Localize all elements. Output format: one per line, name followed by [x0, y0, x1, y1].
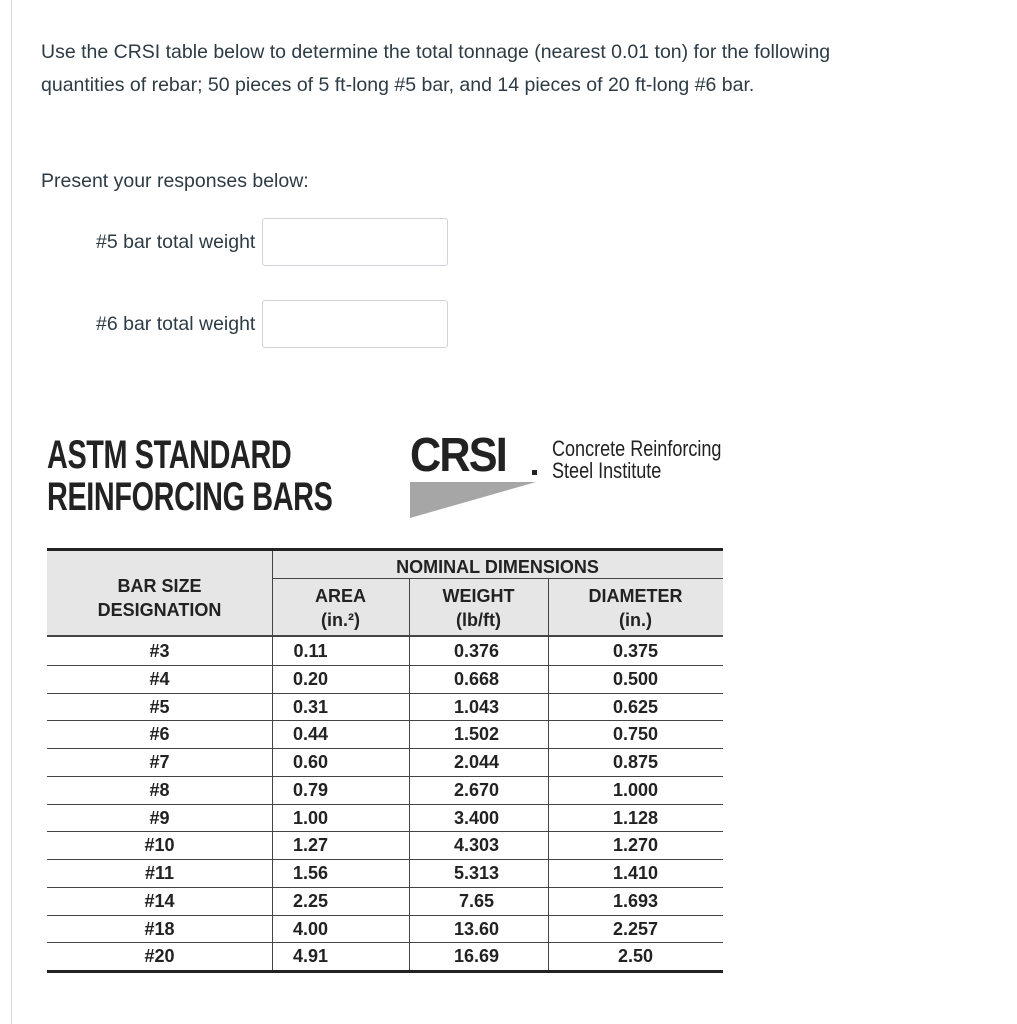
table-row-divider: [47, 915, 723, 916]
crsi-logo-subtitle-line-2: Steel Institute: [552, 458, 662, 483]
table-cell-bar: #7: [149, 752, 170, 772]
table-row-divider: [47, 776, 723, 777]
crsi-logo-dot: [532, 470, 537, 475]
table-row-divider: [47, 693, 723, 694]
table-cell-weight: 1.502: [453, 724, 500, 745]
table-cell-area: 0.31: [292, 696, 329, 717]
response-row-5-bar: [96, 218, 448, 266]
table-cell-weight: 2.670: [453, 779, 500, 800]
figure-title-line-1: ASTM STANDARD: [47, 433, 292, 477]
table-cell-diameter: 2.257: [612, 918, 659, 939]
response-prompt: Present your responses below:: [41, 170, 309, 192]
table-cell-bar: #4: [149, 668, 170, 689]
weight-header-line-2: (lb/ft): [456, 610, 501, 630]
crsi-logo-subtitle: [552, 438, 721, 482]
crsi-logo-subtitle-line-1: Concrete Reinforcing: [552, 436, 722, 461]
response-label-6-bar: #6 bar total weight: [96, 312, 256, 335]
table-cell-diameter: 0.625: [612, 696, 659, 717]
table-header-divider: [47, 635, 723, 637]
table-cell-diameter: 2.50: [617, 946, 654, 967]
bar-size-header-line-1: BAR SIZE: [117, 576, 202, 596]
figure-title-line-2: REINFORCING BARS: [47, 475, 333, 519]
table-cell-weight: 3.400: [453, 807, 500, 828]
table-cell-bar: #20: [144, 946, 175, 967]
table-cell-bar: #5: [149, 696, 170, 717]
table-cell-diameter: 1.270: [612, 835, 659, 856]
table-cell-area: 1.27: [292, 835, 329, 856]
table-row-divider: [47, 665, 723, 666]
table-cell-bar: #6: [149, 724, 170, 745]
table-row-divider: [47, 942, 723, 943]
question-line-2: quantities of rebar; 50 pieces of 5 ft-long #5 bar, and 14 pieces of 20 ft-long #6 bar.: [41, 74, 755, 96]
table-cell-diameter: 1.693: [612, 890, 659, 911]
crsi-logo-text: CRSI: [410, 429, 507, 482]
response-label-5-bar: #5 bar total weight: [96, 230, 256, 253]
figure-title: [47, 434, 332, 518]
table-cell-weight: 2.044: [453, 752, 500, 772]
table-cell-area: 0.79: [292, 779, 329, 800]
answer-input-6-bar[interactable]: [262, 300, 448, 348]
table-top-rule: [47, 548, 723, 551]
table-cell-area: 4.00: [292, 918, 329, 939]
question-text: [41, 36, 981, 102]
table-cell-bar: #11: [144, 863, 175, 883]
nominal-dimensions-header: NOMINAL DIMENSIONS: [396, 557, 599, 577]
table-row-divider: [47, 720, 723, 721]
table-cell-area: 0.11: [293, 641, 328, 661]
table-cell-area: 2.25: [292, 890, 329, 911]
table-cell-area: 0.60: [292, 752, 329, 772]
table-cell-diameter: 1.128: [612, 807, 659, 828]
table-cell-diameter: 1.000: [612, 779, 659, 800]
table-cell-weight: 1.043: [453, 696, 500, 717]
question-line-1: Use the CRSI table below to determine the total tonnage (nearest 0.01 ton) for the following: [41, 41, 831, 63]
table-cell-area: 1.00: [292, 807, 329, 828]
table-cell-weight: 16.69: [453, 946, 500, 967]
table-cell-bar: #18: [144, 918, 175, 939]
table-cell-weight: 7.65: [458, 890, 495, 911]
table-cell-area: 1.56: [292, 863, 329, 883]
table-row-divider: [47, 831, 723, 832]
table-row-divider: [47, 804, 723, 805]
diameter-header-line-1: DIAMETER: [588, 586, 683, 606]
left-border: [11, 0, 12, 1024]
answer-input-5-bar[interactable]: [262, 218, 448, 266]
area-header: [272, 584, 409, 632]
table-cell-weight: 0.668: [453, 668, 500, 689]
area-header-line-1: AREA: [314, 586, 366, 606]
diameter-header-line-2: (in.): [619, 610, 652, 630]
response-row-6-bar: [96, 300, 448, 348]
table-cell-weight: 0.376: [453, 641, 500, 661]
table-cell-diameter: 0.500: [612, 668, 659, 689]
weight-header-line-1: WEIGHT: [442, 586, 515, 606]
table-cell-area: 4.91: [292, 946, 329, 967]
area-header-line-2: (in.²): [321, 610, 360, 630]
table-cell-weight: 13.60: [453, 918, 500, 939]
table-cell-diameter: 0.375: [612, 641, 659, 661]
table-cell-diameter: 1.410: [612, 863, 659, 883]
table-cell-bar: #10: [144, 835, 175, 856]
table-row-divider: [47, 748, 723, 749]
bar-size-header-line-2: DESIGNATION: [97, 600, 222, 620]
table-cell-diameter: 0.875: [612, 752, 659, 772]
table-cell-bar: #14: [144, 890, 175, 911]
table-cell-bar: #3: [149, 641, 170, 661]
table-cell-area: 0.44: [292, 724, 329, 745]
table-cell-bar: #9: [149, 807, 170, 828]
weight-header: [409, 584, 548, 632]
table-cell-area: 0.20: [292, 668, 329, 689]
diameter-header: [548, 584, 723, 632]
table-bottom-rule: [47, 970, 723, 973]
bar-size-header: [47, 574, 272, 622]
table-cell-weight: 4.303: [453, 835, 500, 856]
table-row-divider: [47, 887, 723, 888]
table-cell-diameter: 0.750: [612, 724, 659, 745]
table-row-divider: [47, 859, 723, 860]
table-cell-bar: #8: [149, 779, 170, 800]
table-cell-weight: 5.313: [453, 863, 500, 883]
